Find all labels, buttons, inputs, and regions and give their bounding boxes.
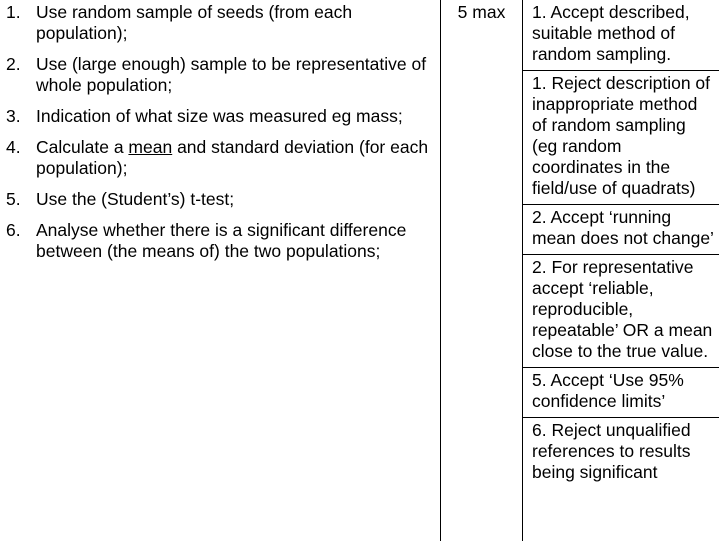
guidance-note: 1. Accept described, suitable method of random sampling. (523, 0, 719, 71)
point-text: Use the (Student’s) t-test; (36, 189, 235, 209)
point-number: 4. (6, 137, 21, 157)
underlined-term: mean (128, 137, 173, 157)
guidance-column (523, 0, 719, 488)
answer-points-list (0, 2, 436, 262)
answer-point (0, 54, 436, 96)
point-number: 3. (6, 106, 21, 126)
answer-point (0, 220, 436, 262)
answer-point (0, 137, 436, 179)
point-text: Calculate a mean and standard deviation (for each population); (36, 137, 429, 178)
guidance-note: 1. Reject description of inappropriate method of random sampling (eg random coordinates in the field/use of quadrats) (523, 71, 719, 205)
point-text: Use random sample of seeds (from each population); (36, 2, 353, 43)
guidance-note: 2. For representative accept ‘reliable, reproducible, repeatable’ OR a mean close to the true value. (523, 255, 719, 368)
answer-point (0, 106, 436, 127)
point-number: 1. (6, 2, 21, 22)
column-divider (440, 0, 441, 541)
point-number: 6. (6, 220, 21, 240)
answer-point (0, 189, 436, 210)
point-text: Analyse whether there is a significant difference between (the means of) the two populations; (36, 220, 407, 261)
marks-column (441, 2, 522, 23)
point-text: Indication of what size was measured eg mass; (36, 106, 403, 126)
answer-points-column (0, 2, 436, 272)
guidance-note: 6. Reject unqualified references to results being significant (532, 420, 691, 482)
point-number: 5. (6, 189, 21, 209)
guidance-note: 5. Accept ‘Use 95% confidence limits’ (523, 368, 719, 418)
answer-point (0, 2, 436, 44)
max-marks: 5 max (457, 2, 506, 22)
point-number: 2. (6, 54, 21, 74)
guidance-note: 2. Accept ‘running mean does not change’ (523, 205, 719, 255)
point-text: Use (large enough) sample to be representative of whole population; (36, 54, 427, 95)
